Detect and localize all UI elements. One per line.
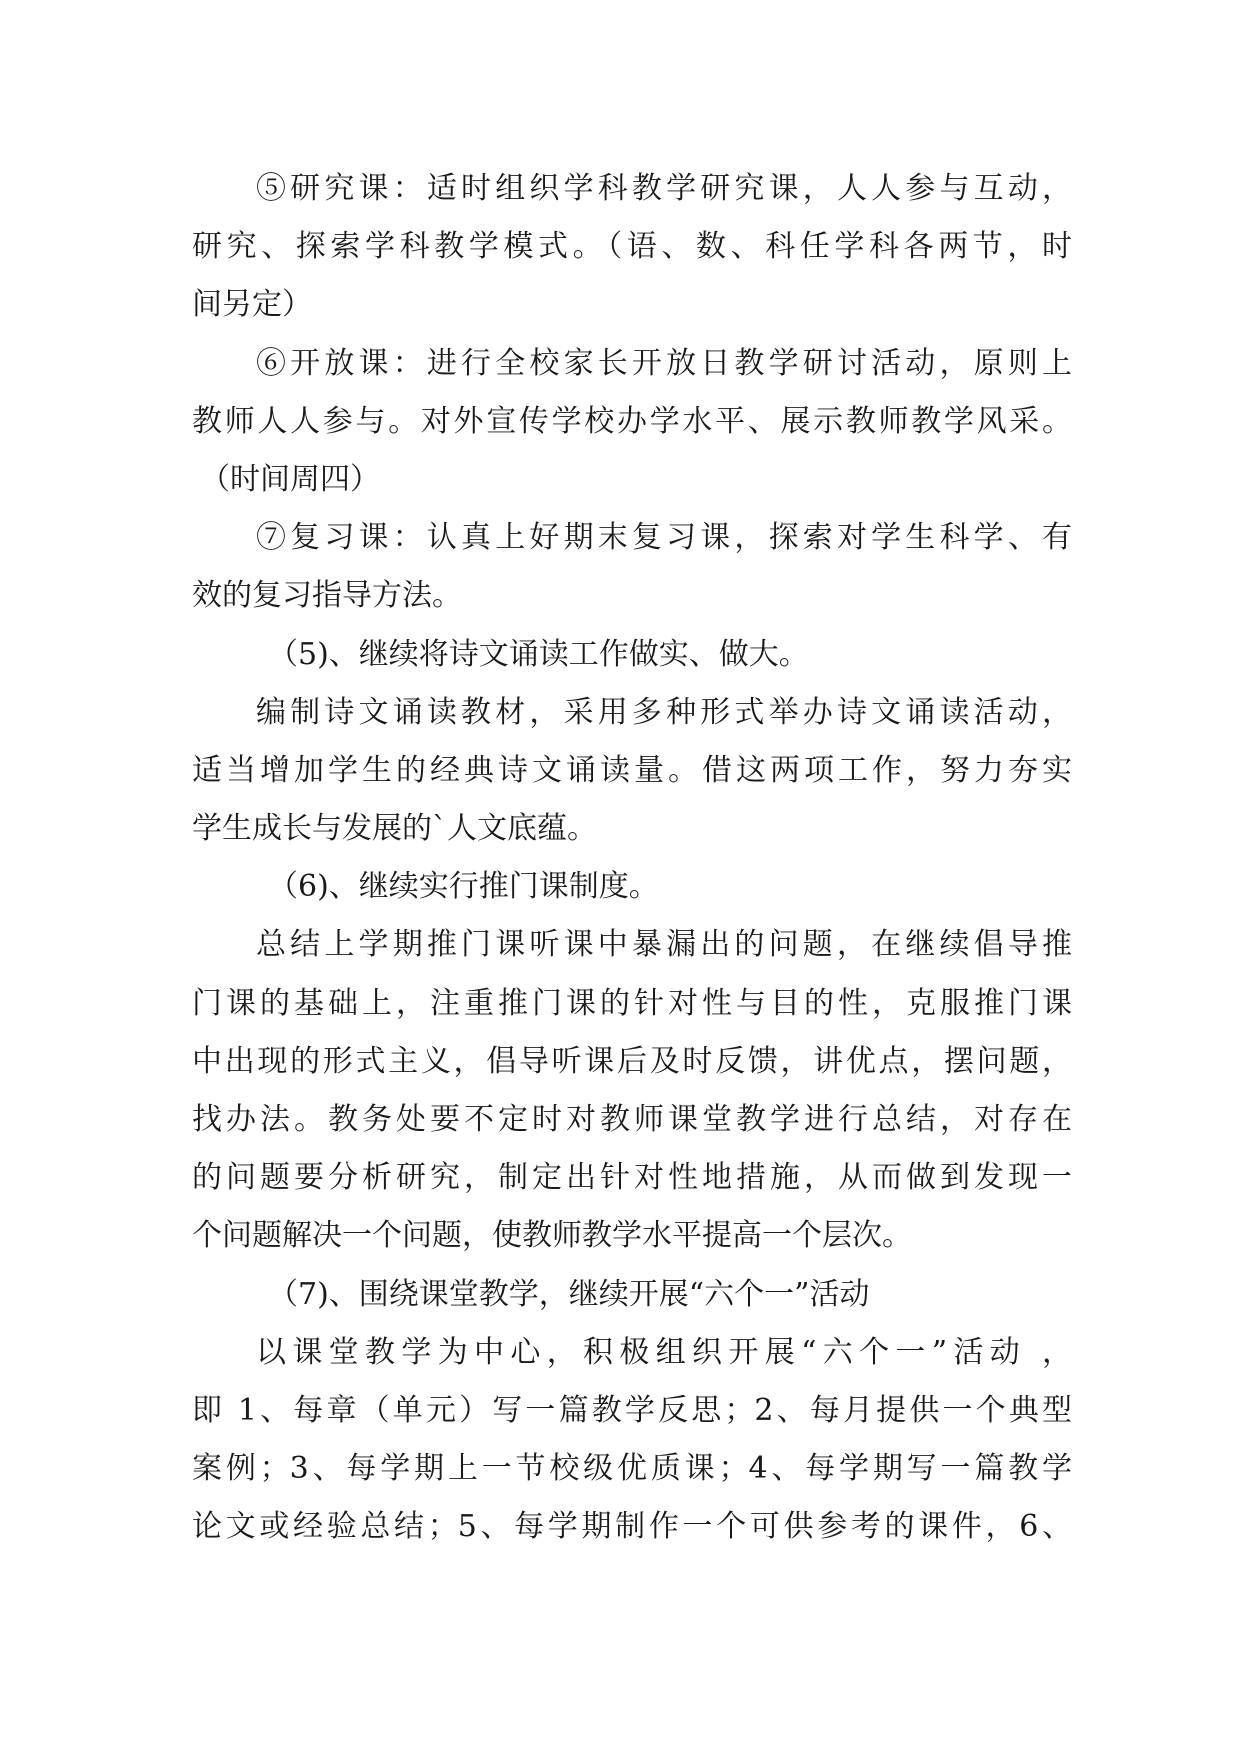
paragraph-review-class-line-2: 效的复习指导方法。: [192, 578, 462, 614]
heading-open-door-class: （6)、继续实行推门课制度。: [268, 869, 659, 905]
heading-six-ones-activity: （7)、围绕课堂教学，继续开展“六个一”活动: [268, 1276, 870, 1312]
paragraph-research-class-line-2: 研究、探索学科教学模式。（语、数、科任学科各两节，时: [192, 229, 1072, 265]
paragraph-open-class-line-3: （时间周四）: [200, 461, 380, 497]
paragraph-open-door-line-3: 中出现的形式主义，倡导听课后及时反馈，讲优点，摆问题，: [192, 1043, 1072, 1079]
paragraph-six-ones-line-2: 即 1、每章（单元）写一篇教学反思；2、每月提供一个典型: [192, 1392, 1072, 1428]
paragraph-open-door-line-1: 总结上学期推门课听课中暴漏出的问题，在继续倡导推: [256, 927, 1072, 963]
paragraph-research-class-line-1: ⑤研究课：适时组织学科教学研究课，人人参与互动，: [256, 171, 1072, 206]
paragraph-research-class-line-3: 间另定）: [192, 287, 312, 323]
paragraph-open-door-line-6: 个问题解决一个问题，使教师教学水平提高一个层次。: [192, 1218, 912, 1254]
paragraph-open-class-line-1: ⑥开放课：进行全校家长开放日教学研讨活动，原则上: [256, 345, 1072, 381]
paragraph-open-door-line-5: 的问题要分析研究，制定出针对性地措施，从而做到发现一: [192, 1160, 1072, 1196]
paragraph-open-door-line-4: 找办法。教务处要不定时对教师课堂教学进行总结，对存在: [192, 1102, 1072, 1137]
paragraph-six-ones-line-3: 案例；3、每学期上一节校级优质课；4、每学期写一篇教学: [192, 1451, 1072, 1487]
paragraph-open-door-line-2: 门课的基础上，注重推门课的针对性与目的性，克服推门课: [192, 985, 1072, 1021]
heading-poetry-recitation: （5)、继续将诗文诵读工作做实、做大。: [268, 636, 809, 672]
paragraph-review-class-line-1: ⑦复习课：认真上好期末复习课，探索对学生科学、有: [256, 520, 1072, 556]
paragraph-poetry-line-1: 编制诗文诵读教材，采用多种形式举办诗文诵读活动，: [256, 694, 1072, 730]
paragraph-poetry-line-3: 学生成长与发展的`人文底蕴。: [192, 811, 597, 847]
paragraph-six-ones-line-1: 以课堂教学为中心，积极组织开展“六个一”活动 ，: [256, 1334, 1072, 1370]
paragraph-six-ones-line-4: 论文或经验总结；5、每学期制作一个可供参考的课件，6、: [192, 1509, 1072, 1545]
paragraph-poetry-line-2: 适当增加学生的经典诗文诵读量。借这两项工作，努力夯实: [192, 752, 1072, 788]
paragraph-open-class-line-2: 教师人人参与。对外宣传学校办学水平、展示教师教学风采。: [192, 403, 1072, 439]
document-body: [192, 160, 1072, 1557]
